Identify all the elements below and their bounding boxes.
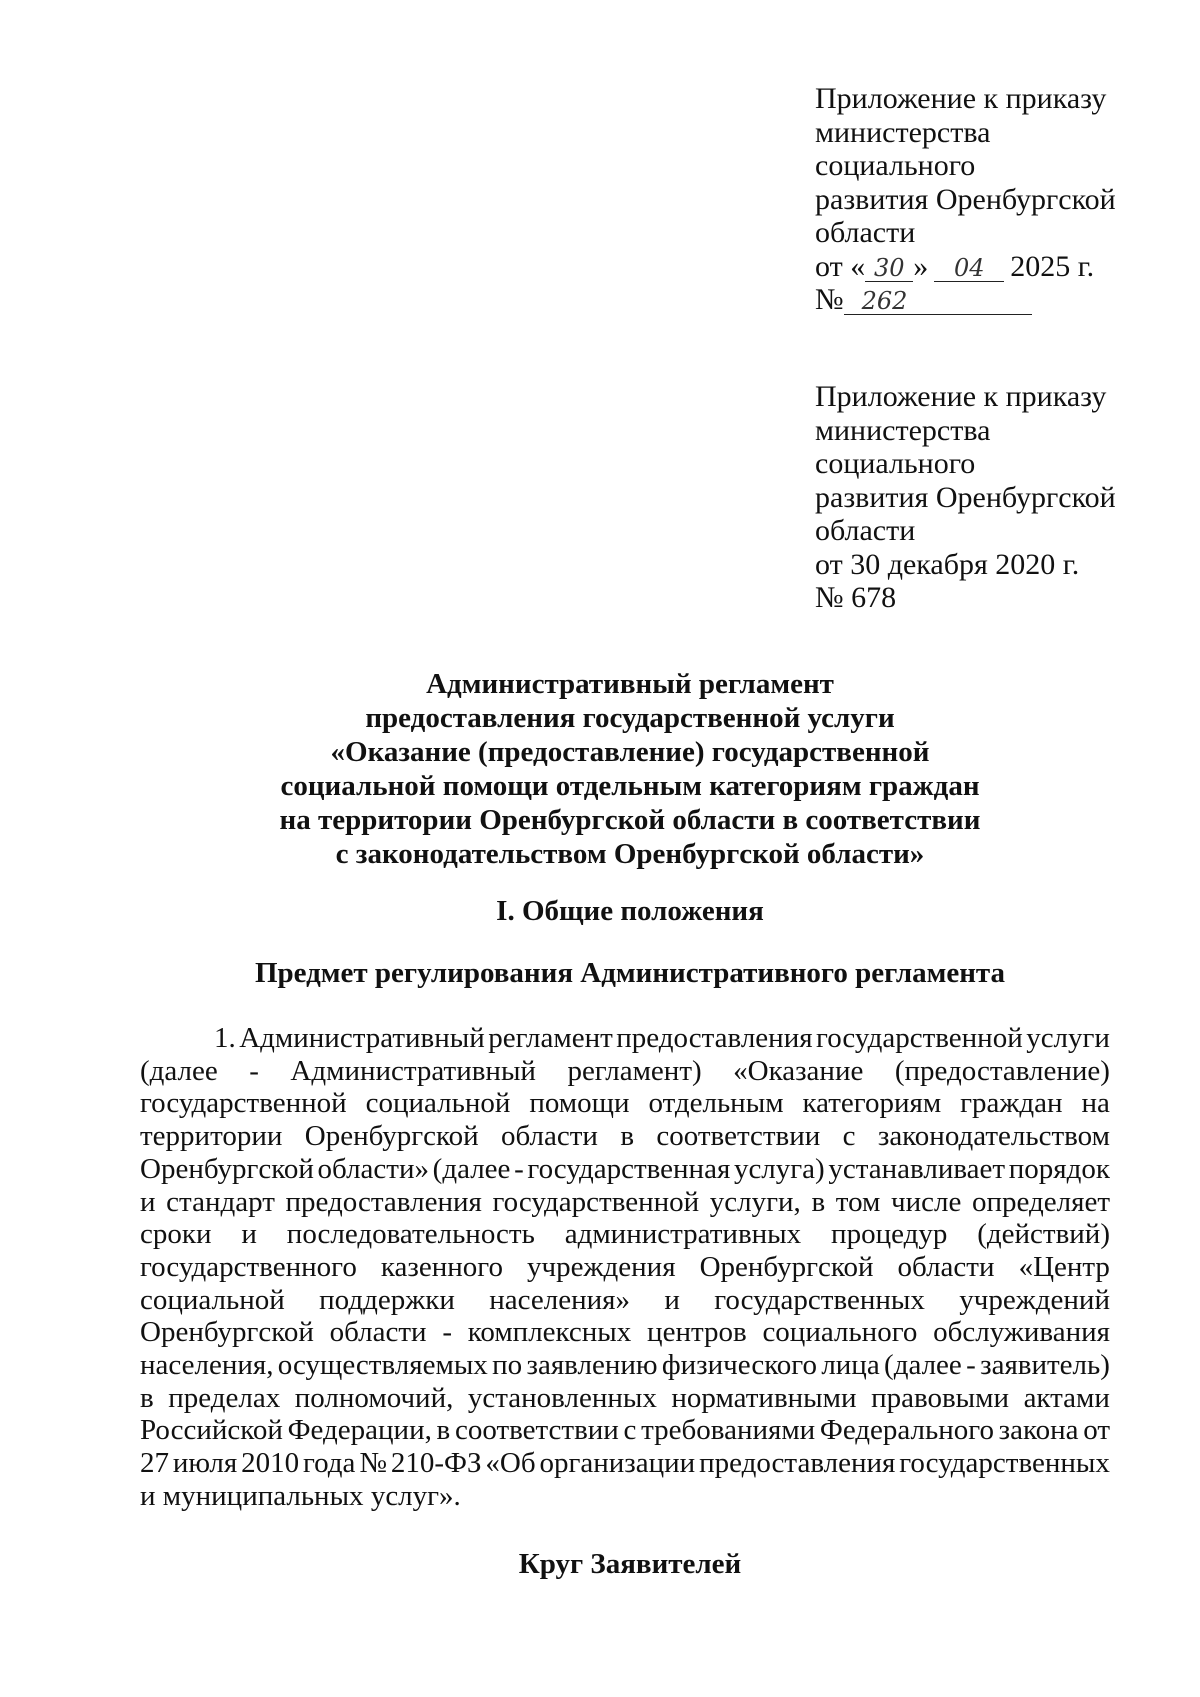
paragraph-line	[140, 1087, 1110, 1120]
word: соответствии	[656, 1120, 821, 1153]
title-line: социальной помощи отдельным категориям граждан	[280, 770, 980, 802]
word: 210-ФЗ	[390, 1447, 482, 1480]
word: закона	[998, 1414, 1079, 1447]
word: «Оказание	[733, 1054, 864, 1087]
paragraph-line	[140, 1120, 1110, 1153]
word: пределах	[168, 1381, 281, 1414]
word: (предоставление)	[894, 1054, 1110, 1087]
title-line: предоставления государственной услуги	[365, 702, 895, 734]
paragraph-line	[140, 1251, 1110, 1284]
appendix-previous-number: № 678	[815, 581, 897, 614]
appendix-previous-line: министерства	[815, 413, 991, 447]
paragraph-line	[140, 1316, 1110, 1349]
word: населения,	[140, 1349, 274, 1382]
word: заявитель)	[980, 1349, 1110, 1382]
date-day-close: »	[913, 249, 929, 283]
word: физического	[661, 1349, 817, 1382]
appendix-current-date	[815, 250, 1155, 284]
word: предоставления	[699, 1447, 896, 1480]
word: области	[897, 1250, 995, 1283]
word: на	[1081, 1087, 1110, 1120]
word: области»	[317, 1152, 429, 1185]
word: года	[302, 1447, 356, 1480]
word: граждан	[960, 1087, 1063, 1120]
word: актами	[1023, 1381, 1110, 1414]
appendix-current-line: министерства	[815, 115, 991, 149]
word: в	[620, 1120, 635, 1153]
section-heading-general: I. Общие положения	[496, 895, 764, 927]
word: полномочий,	[294, 1381, 454, 1414]
word: том	[835, 1185, 881, 1218]
word: организации	[539, 1447, 696, 1480]
word: -	[249, 1054, 259, 1087]
word: (далее	[884, 1349, 962, 1382]
word: «Об	[485, 1447, 536, 1480]
word: государственной	[816, 1022, 1023, 1054]
appendix-current-line: Приложение к приказу	[815, 82, 1107, 115]
word: числе	[891, 1185, 962, 1218]
word: Оренбургской	[140, 1152, 314, 1185]
word: Российской	[140, 1414, 283, 1447]
word: социального	[762, 1316, 918, 1349]
word: услуги	[1026, 1022, 1110, 1054]
word: и	[664, 1283, 680, 1316]
number-prefix: №	[815, 283, 844, 316]
word: территории	[140, 1120, 283, 1153]
paragraph-line	[140, 1218, 1110, 1251]
word: и	[241, 1218, 257, 1251]
word: Административный	[290, 1054, 536, 1087]
word: Оренбургской	[304, 1120, 479, 1153]
date-year: 2025 г.	[1010, 249, 1095, 283]
word: Федерального	[819, 1414, 994, 1447]
word: осуществляемых	[277, 1349, 488, 1382]
title-line: Административный регламент	[426, 668, 834, 700]
word: (действий)	[977, 1218, 1110, 1251]
title-line: на территории Оренбургской области в соответствии	[279, 804, 981, 836]
word: регламент	[488, 1022, 613, 1054]
word: регламент)	[567, 1054, 702, 1087]
section-heading-applicants: Круг Заявителей	[518, 1548, 742, 1580]
handwritten-month: 04	[934, 255, 1004, 282]
word: законодательством	[877, 1120, 1110, 1153]
word: помощи	[529, 1087, 630, 1120]
paragraph-line	[140, 1284, 1110, 1317]
paragraph-line	[140, 1022, 1110, 1055]
paragraph-line	[140, 1153, 1110, 1186]
paragraph-1	[140, 1022, 1110, 1513]
word: учреждений	[959, 1283, 1110, 1316]
word: определяет	[972, 1185, 1110, 1218]
word: процедур	[831, 1218, 948, 1251]
word: Оренбургской	[140, 1316, 314, 1349]
paragraph-line	[140, 1447, 1110, 1480]
appendix-previous-line: развития Оренбургской	[815, 480, 1116, 514]
word: государственных	[899, 1447, 1110, 1480]
word: требованиями	[641, 1414, 816, 1447]
word: обслуживания	[933, 1316, 1110, 1349]
word: области	[501, 1120, 598, 1153]
word: -	[514, 1152, 524, 1185]
word: предоставления	[285, 1185, 482, 1218]
handwritten-day: 30	[865, 255, 913, 282]
handwritten-number: 262	[844, 288, 1032, 315]
word: учреждения	[527, 1250, 676, 1283]
word: отдельным	[648, 1087, 784, 1120]
word: и	[140, 1185, 156, 1218]
date-prefix: от «	[815, 249, 866, 283]
word: центров	[647, 1316, 747, 1349]
title-line: «Оказание (предоставление) государственной	[330, 736, 930, 768]
appendix-previous-order	[815, 380, 1155, 615]
title-line: с законодательством Оренбургской области»	[335, 838, 925, 870]
appendix-current-line: области	[815, 216, 916, 249]
word: в	[140, 1381, 154, 1414]
word: (далее	[140, 1054, 218, 1087]
word: последовательность	[286, 1218, 535, 1251]
paragraph-line	[140, 1055, 1110, 1088]
word: Оренбургской	[699, 1250, 874, 1283]
appendix-previous-line: Приложение к приказу	[815, 380, 1107, 413]
word: с	[842, 1120, 856, 1153]
word: заявлению	[526, 1349, 658, 1382]
word: №	[359, 1447, 387, 1480]
word: услуги,	[709, 1185, 801, 1218]
word: 2010	[241, 1447, 300, 1480]
word: лица	[821, 1349, 880, 1382]
word: с	[623, 1414, 637, 1447]
word: стандарт	[166, 1185, 275, 1218]
word: 1.	[214, 1022, 236, 1054]
word: июля	[172, 1447, 238, 1480]
word: административных	[564, 1218, 802, 1251]
word: -	[966, 1349, 976, 1382]
word: 27	[140, 1447, 169, 1480]
word: государственной	[140, 1087, 347, 1120]
appendix-current-line: развития Оренбургской	[815, 182, 1116, 216]
word: нормативными	[671, 1381, 857, 1414]
word: категориям	[802, 1087, 942, 1120]
word: казенного	[380, 1250, 503, 1283]
appendix-previous-line: области	[815, 514, 916, 547]
word: предоставления	[616, 1022, 813, 1054]
word: (далее	[432, 1152, 511, 1185]
word: порядок	[1008, 1152, 1110, 1185]
word: государственных	[714, 1283, 925, 1316]
word: соответствии	[454, 1414, 619, 1447]
word: населения»	[489, 1283, 630, 1316]
word: Федерации,	[287, 1414, 432, 1447]
word: сроки	[140, 1218, 212, 1251]
word: в	[811, 1185, 826, 1218]
paragraph-line	[140, 1349, 1110, 1382]
word: правовыми	[871, 1381, 1010, 1414]
word: и	[140, 1479, 163, 1512]
appendix-previous-line: социального	[815, 447, 976, 480]
word: комплексных	[467, 1316, 632, 1349]
word: социальной	[140, 1283, 285, 1316]
word: установленных	[467, 1381, 657, 1414]
word: «Центр	[1018, 1250, 1110, 1283]
section-heading-subject: Предмет регулирования Административного регламента	[254, 957, 1006, 989]
word: государственная	[527, 1152, 731, 1185]
appendix-current-number	[815, 283, 1155, 317]
word: поддержки	[319, 1283, 455, 1316]
word: муниципальных	[162, 1479, 371, 1512]
word: устанавливает	[828, 1152, 1006, 1185]
document-title	[200, 667, 1060, 871]
word: государственной	[492, 1185, 700, 1218]
paragraph-line	[140, 1382, 1110, 1415]
word: -	[442, 1316, 453, 1349]
word: области	[329, 1316, 427, 1349]
paragraph-line	[140, 1186, 1110, 1219]
paragraph-line	[140, 1414, 1110, 1447]
appendix-current-line: социального	[815, 149, 976, 182]
word: по	[492, 1349, 523, 1382]
word: в	[436, 1414, 451, 1447]
word: услуг».	[370, 1479, 461, 1512]
word: государственного	[140, 1250, 357, 1283]
appendix-previous-date: от 30 декабря 2020 г.	[815, 547, 1080, 581]
paragraph-line	[140, 1480, 1110, 1513]
word: Административный	[239, 1022, 485, 1054]
word: от	[1083, 1414, 1110, 1447]
appendix-current-order	[815, 82, 1155, 317]
word: услуга)	[733, 1152, 825, 1185]
word: социальной	[365, 1087, 511, 1120]
